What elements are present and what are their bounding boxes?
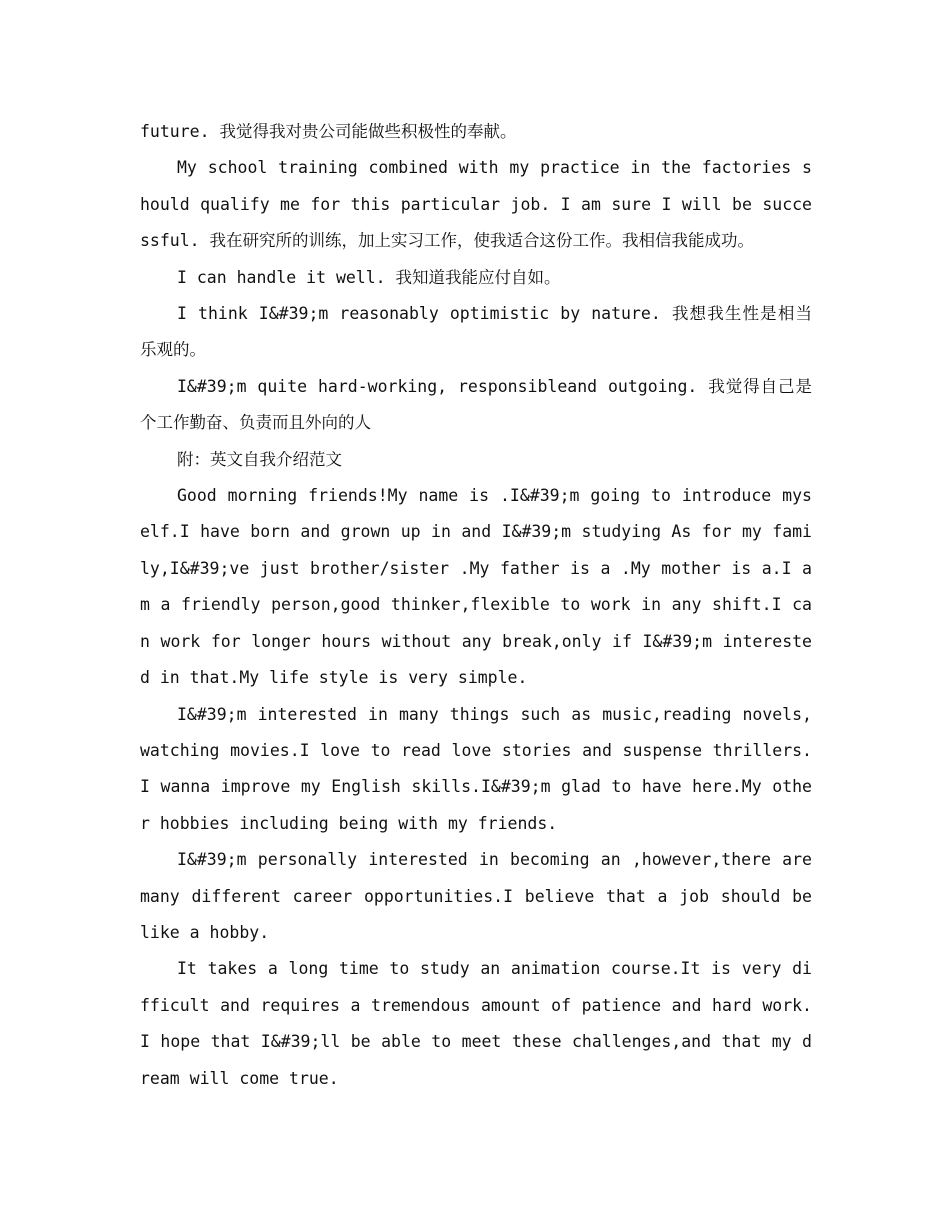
paragraph-optimistic: I think I&#39;m reasonably optimistic by nature. 我想我生性是相当乐观的。 bbox=[140, 304, 812, 360]
paragraph-hard-working: I&#39;m quite hard-working, responsibleand outgoing. 我觉得自己是个工作勤奋、负责而且外向的人 bbox=[140, 376, 812, 433]
paragraph-animation-course: It takes a long time to study an animation course.It is very difficult and requires a tremendous amount of patience and hard work.I hope that I&#39;ll be able to meet these challenges,and that my dream will come true. bbox=[140, 959, 812, 1088]
paragraph-career: I&#39;m personally interested in becoming an ,however,there are many different career opportunities.I believe that a job should be like a hobby. bbox=[140, 850, 812, 942]
paragraph-interests: I&#39;m interested in many things such as music,reading novels,watching movies.I love to read love stories and suspense thrillers.I wanna improve my English skills.I&#39;m glad to have here.My other hobbies including being with my friends. bbox=[140, 704, 812, 833]
document-body bbox=[140, 114, 812, 1097]
paragraph-introduction: Good morning friends!My name is .I&#39;m going to introduce myself.I have born and grown up in and I&#39;m studying As for my family,I&#39;ve just brother/sister .My father is a .My mother is a.I am a friendly person,good thinker,flexible to work in any shift.I can work for longer hours without any break,only if I&#39;m interested in that.My life style is very simple. bbox=[140, 486, 812, 688]
paragraph-handle-it: I can handle it well. 我知道我能应付自如。 bbox=[177, 267, 561, 287]
section-heading-sample-essay: 附：英文自我介绍范文 bbox=[177, 449, 342, 469]
paragraph-continuation: future. 我觉得我对贵公司能做些积极性的奉献。 bbox=[140, 122, 517, 141]
paragraph-school-training: My school training combined with my practice in the factories should qualify me for this particular job. I am sure I will be successful. 我在研究所的训练，加上实习工作，使我适合这份工作。我相信我能成功。 bbox=[140, 158, 812, 251]
